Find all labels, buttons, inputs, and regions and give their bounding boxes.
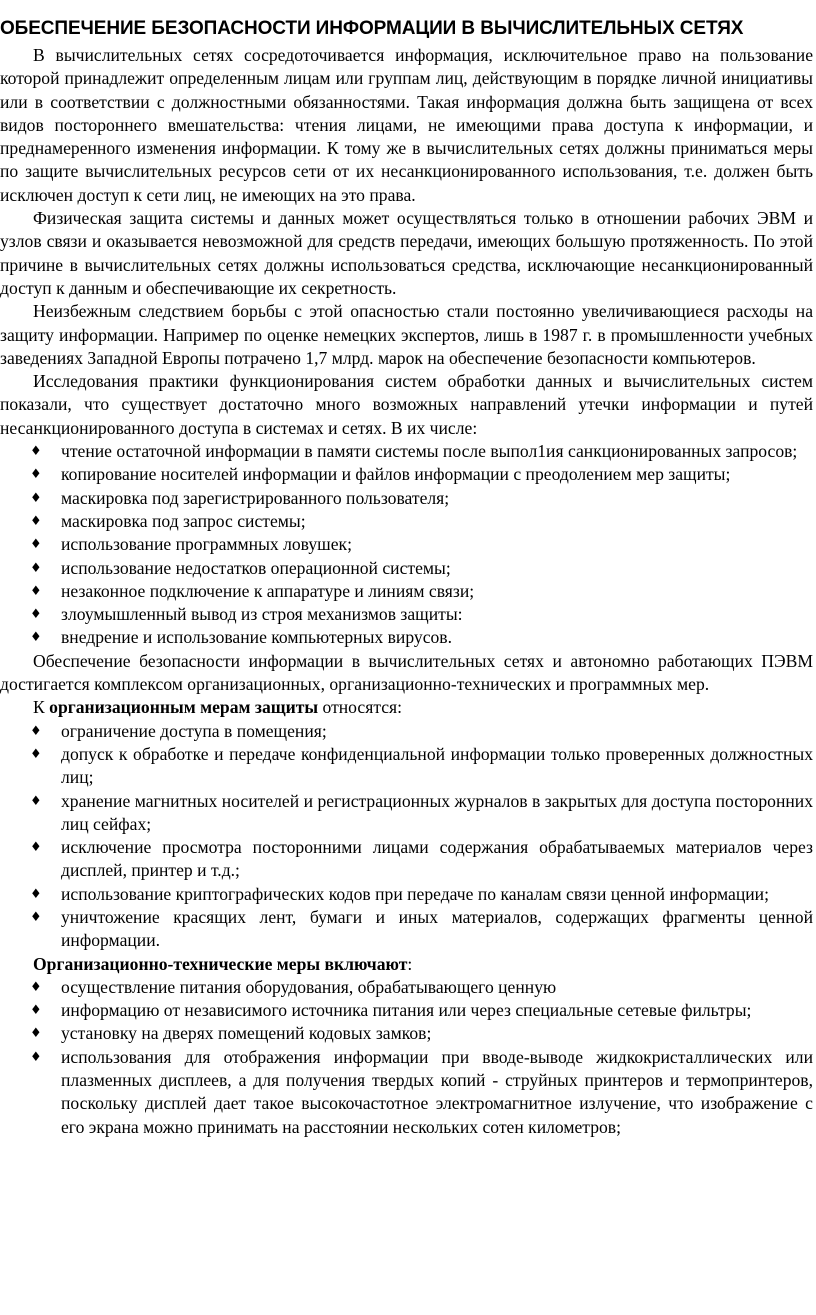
diamond-bullet-icon: ♦ (30, 746, 42, 762)
paragraph-physical-protection: Физическая защита системы и данных может осуществляться только в отношении рабочих ЭВМ и узлов связи и оказывается невозможной для средств передачи, имеющих большую протяженность. По этой причине в вычислительных сетях должны использоваться средства, исключающие несанкционированный доступ к данным и обеспечивающие их секретность. (0, 208, 813, 298)
list-item: ♦ чтение остаточной информации в памяти системы после выпол1ия санкционированных запросов; (0, 440, 813, 463)
paragraph-security-complex: Обеспечение безопасности информации в вычислительных сетях и автономно работающих ПЭВМ достигается комплексом организационных, организационно-технических и программных мер. (0, 650, 813, 695)
list-item: ♦ копирование носителей информации и файлов информации с преодолением мер защиты; (0, 463, 813, 486)
diamond-bullet-icon: ♦ (30, 723, 42, 739)
list-item: ♦ уничтожение красящих лент, бумаги и иных материалов, содержащих фрагменты ценной информации. (30, 906, 813, 951)
list-item: ♦ маскировка под зарегистрированного пользователя; (0, 487, 813, 510)
diamond-bullet-icon: ♦ (30, 490, 42, 506)
organizational-measures-list (0, 720, 813, 953)
diamond-bullet-icon: ♦ (30, 1049, 42, 1065)
diamond-bullet-icon: ♦ (30, 793, 42, 809)
diamond-bullet-icon: ♦ (30, 513, 42, 529)
list-item: ♦ использование программных ловушек; (0, 533, 813, 556)
diamond-bullet-icon: ♦ (30, 607, 42, 623)
list-item: ♦ допуск к обработке и передаче конфиденциальной информации только проверенных должностных лиц; (30, 743, 813, 788)
paragraph-research: Исследования практики функционирования систем обработки данных и вычислительных систем показали, что существует достаточно много возможных направлений утечки информации и путей несанкционированного доступа в системах и сетях. В их числе: (0, 371, 813, 438)
diamond-bullet-icon: ♦ (30, 467, 42, 483)
list-item: ♦ использование криптографических кодов при передаче по каналам связи ценной информации; (0, 883, 813, 906)
document-title: ОБЕСПЕЧЕНИЕ БЕЗОПАСНОСТИ ИНФОРМАЦИИ В ВЫЧИСЛИТЕЛЬНЫХ СЕТЯХ (0, 18, 744, 39)
leak-channels-list (0, 440, 813, 650)
paragraph-org-technical-heading: Организационно-технические меры включают: (33, 953, 413, 974)
diamond-bullet-icon: ♦ (30, 537, 42, 553)
list-item: ♦ маскировка под запрос системы; (0, 510, 813, 533)
list-item: ♦ ограничение доступа в помещения; (0, 720, 813, 743)
list-item: ♦ установку на дверях помещений кодовых замков; (0, 1022, 813, 1045)
org-technical-measures-list (0, 976, 813, 1139)
list-item: ♦ использование недостатков операционной системы; (0, 557, 813, 580)
diamond-bullet-icon: ♦ (30, 979, 42, 995)
list-item: ♦ внедрение и использование компьютерных вирусов. (0, 626, 813, 649)
diamond-bullet-icon: ♦ (30, 560, 42, 576)
diamond-bullet-icon: ♦ (30, 444, 42, 460)
list-item: ♦ злоумышленный вывод из строя механизмов защиты: (0, 603, 813, 626)
paragraph-costs: Неизбежным следствием борьбы с этой опасностью стали постоянно увеличивающиеся расходы на защиту информации. Например по оценке немецких экспертов, лишь в 1987 г. в промышленности учебных заведениях Западной Европы потрачено 1,7 млрд. марок на обеспечение безопасности компьютеров. (0, 301, 813, 368)
paragraph-intro: В вычислительных сетях сосредоточивается информация, исключительное право на пользование которой принадлежит определенным лицам или группам лиц, действующим в порядке личной инициативы или в соответствии с должностными обязанностями. Такая информация должна быть защищена от всех видов постороннего вмешательства: чтения лицами, не имеющими права доступа к информации, и преднамеренного изменения информации. К тому же в вычислительных сетях должны приниматься меры по защите вычислительных ресурсов сети от их несанкционированного использования, т.е. должен быть исключен доступ к сети лиц, не имеющих на это права. (0, 45, 813, 205)
diamond-bullet-icon: ♦ (30, 1003, 42, 1019)
diamond-bullet-icon: ♦ (30, 583, 42, 599)
list-item: ♦ незаконное подключение к аппаратуре и линиям связи; (0, 580, 813, 603)
list-item: ♦ осуществление питания оборудования, обрабатывающего ценную (0, 976, 813, 999)
list-item: ♦ использования для отображения информации при вводе-выводе жидкокристаллических или плазменных дисплеев, а для получения твердых копий - струйных принтеров и термопринтеров, поскольку дисплей дает такое высокочастотное электромагнитное излучение, что изображение с его экрана можно принимать на расстоянии нескольких сотен километров; (30, 1046, 813, 1137)
diamond-bullet-icon: ♦ (30, 1026, 42, 1042)
diamond-bullet-icon: ♦ (30, 840, 42, 856)
document-page (0, 18, 813, 1139)
list-item: ♦ информацию от независимого источника питания или через специальные сетевые фильтры; (0, 999, 813, 1022)
list-item: ♦ хранение магнитных носителей и регистрационных журналов в закрытых для доступа посторонних лиц сейфах; (30, 790, 813, 834)
diamond-bullet-icon: ♦ (30, 909, 42, 925)
diamond-bullet-icon: ♦ (30, 886, 42, 902)
paragraph-organizational-heading: К организационным мерам защиты относятся: (33, 697, 403, 718)
diamond-bullet-icon: ♦ (30, 630, 42, 646)
list-item: ♦ исключение просмотра посторонними лицами содержания обрабатываемых материалов через дисплей, принтер и т.д.; (30, 837, 813, 881)
